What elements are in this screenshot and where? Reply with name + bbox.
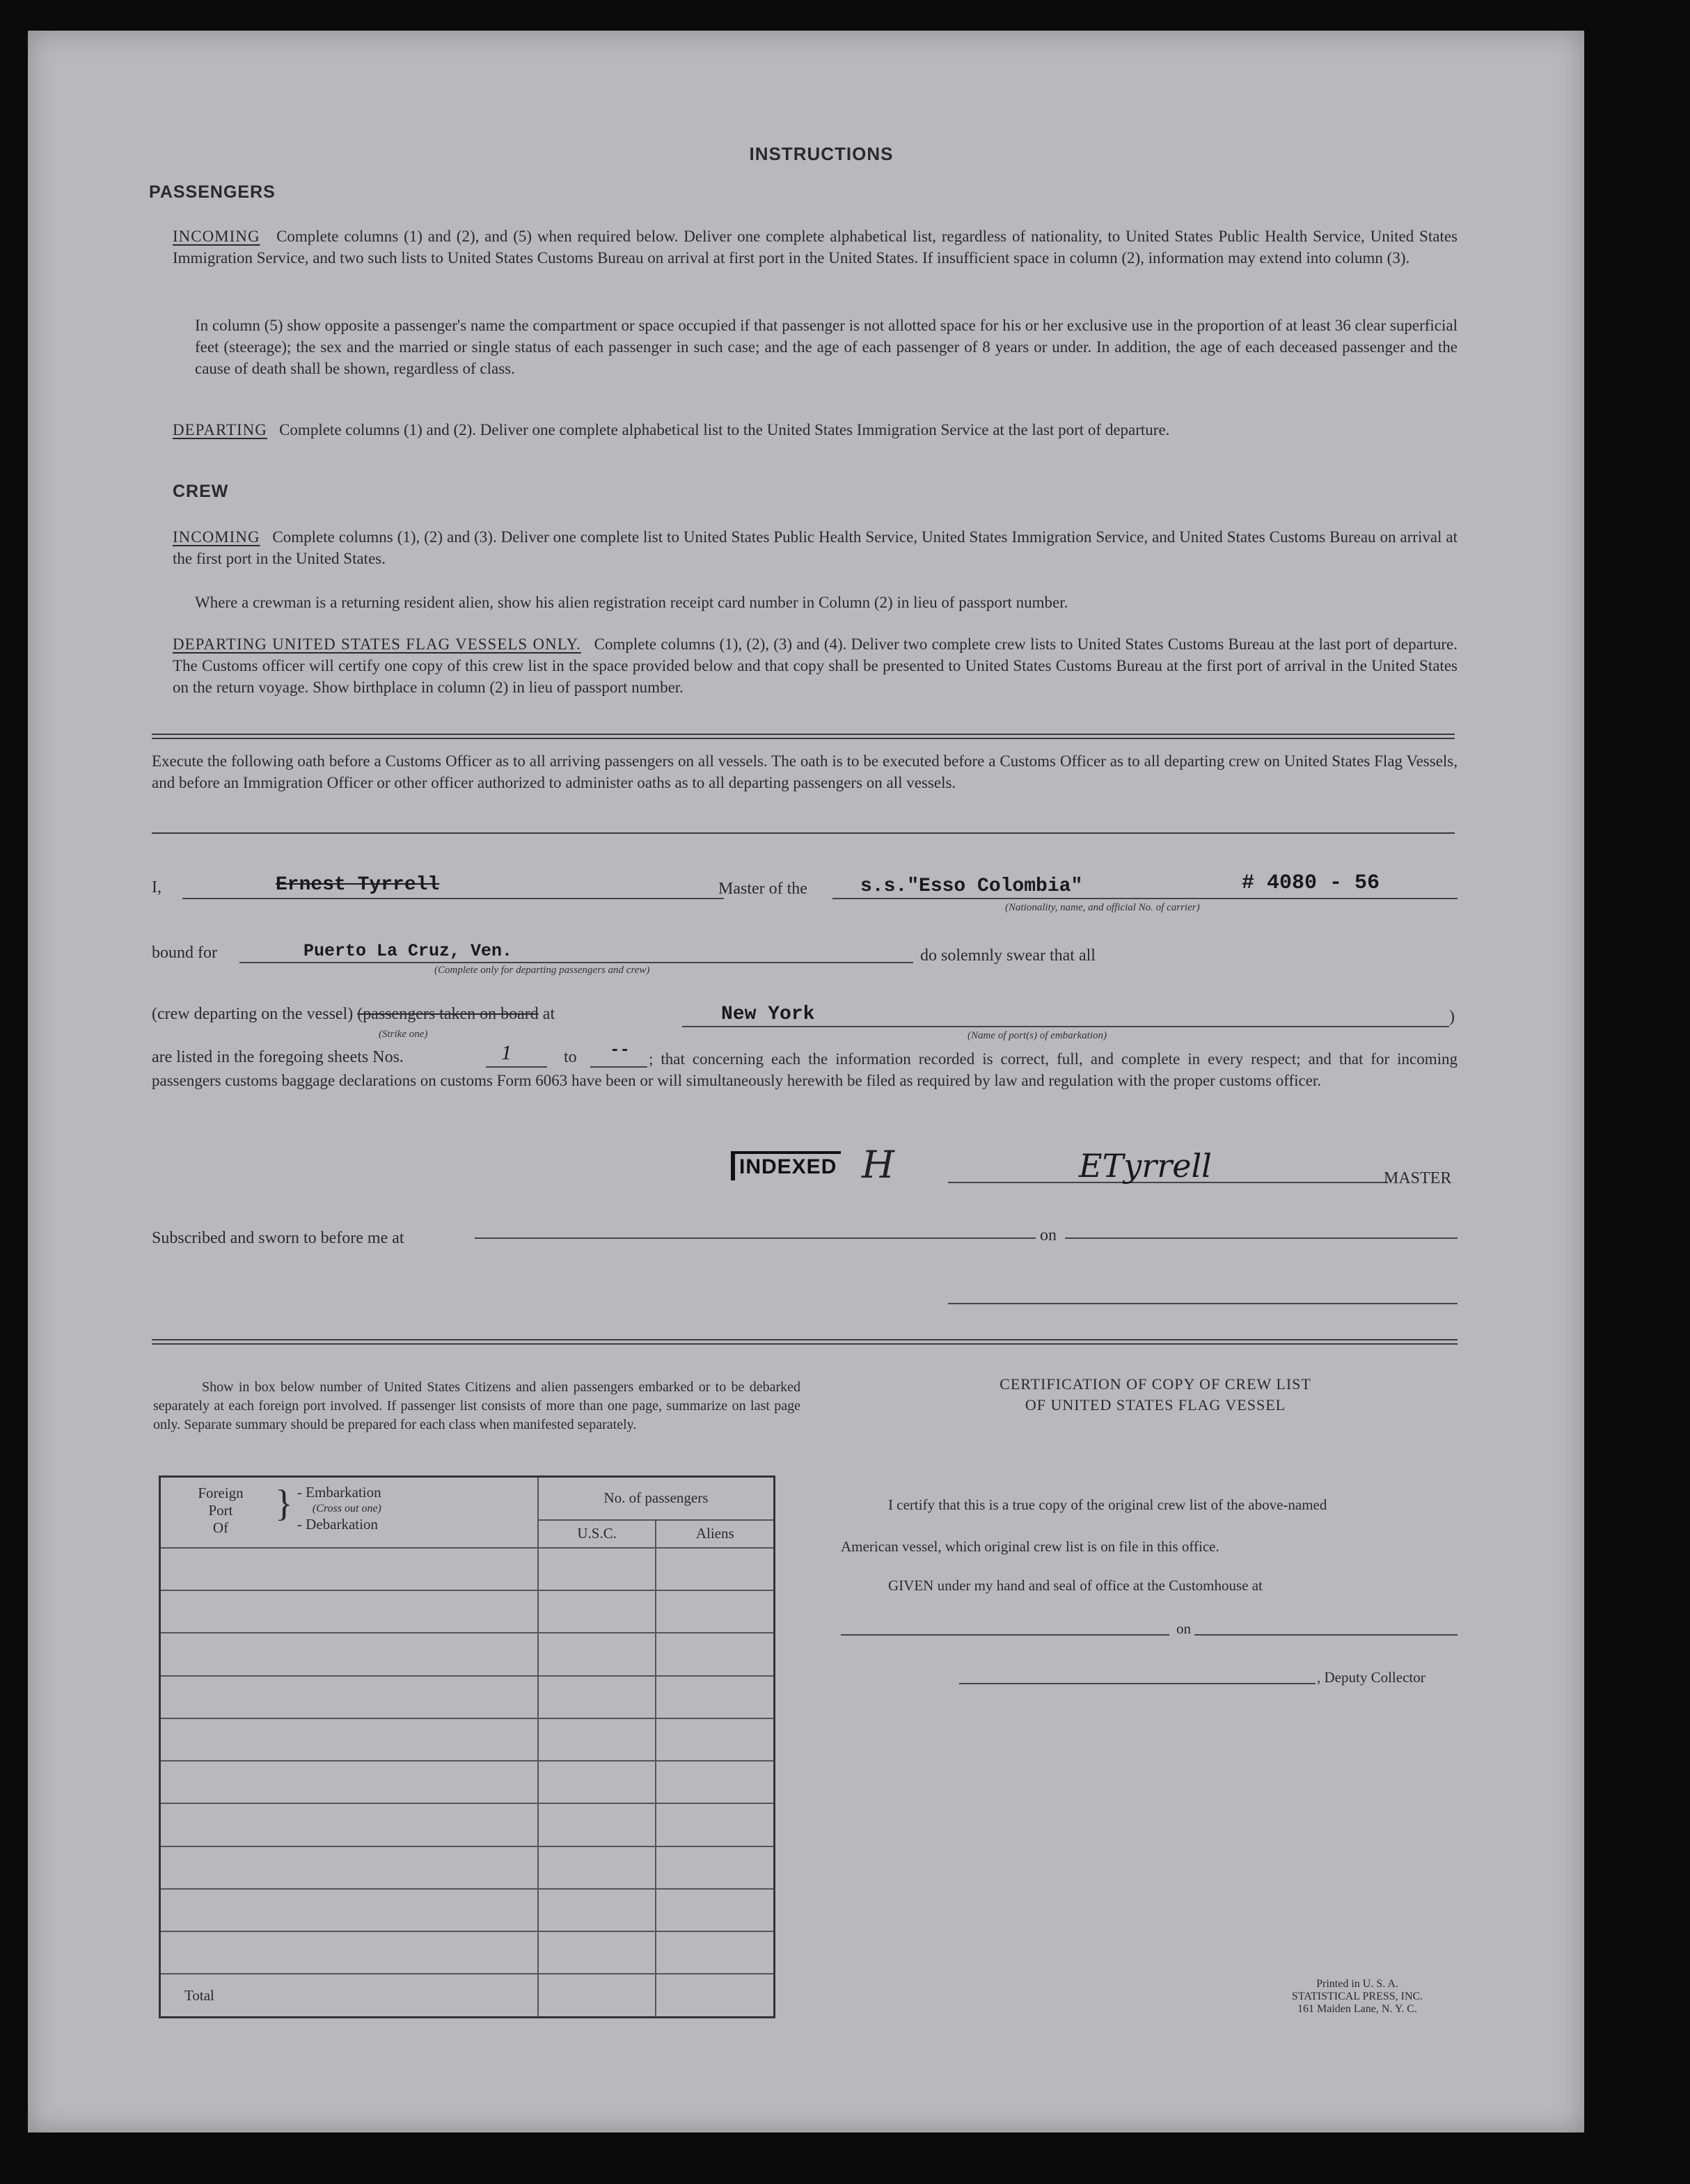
- bound-for-value: Puerto La Cruz, Ven.: [303, 941, 513, 961]
- certification-title-line2: OF UNITED STATES FLAG VESSEL: [1025, 1396, 1286, 1414]
- printer-line1: Printed in U. S. A.: [1316, 1978, 1398, 1990]
- crew-resident-paragraph: Where a crewman is a returning resident alien, show his alien registration receipt card number in Column (2) in lieu of passport number.: [195, 594, 1068, 611]
- usc-cell[interactable]: [538, 1803, 656, 1846]
- certify-line2: American vessel, which original crew list is on file in this office.: [841, 1538, 1219, 1555]
- port-value: New York: [721, 1004, 815, 1025]
- subscribed-place-line: [475, 1237, 1036, 1239]
- foreign-port-header: Foreign Port Of } - Embarkation (Cross out one) - Debarkation: [160, 1477, 538, 1548]
- listed-rest-paragraph: ; that concerning each the information recorded is correct, full, and complete in every respect; and that for incoming passengers customs baggage declarations on customs Form 6063 have been or will simultaneously herewith be filed as required by law and regulation with the proper customs officer.: [152, 1050, 1458, 1089]
- total-label: Total: [160, 1974, 538, 2017]
- port-cell[interactable]: [160, 1590, 538, 1633]
- port-cell[interactable]: [160, 1718, 538, 1761]
- bound-for-caption: (Complete only for departing passengers and crew): [434, 965, 650, 976]
- usc-header: U.S.C.: [538, 1520, 656, 1548]
- document-page: [28, 31, 1584, 2132]
- crew-departing-text: (crew departing on the vessel): [152, 1005, 354, 1023]
- crew-heading: CREW: [173, 482, 229, 501]
- usc-cell[interactable]: [538, 1548, 656, 1590]
- sheet-to-value: --: [610, 1041, 630, 1060]
- vessel-name-value: s.s."Esso Colombia": [860, 876, 1083, 897]
- aliens-header: Aliens: [656, 1520, 774, 1548]
- passengers-incoming-text: Complete columns (1) and (2), and (5) when required below. Deliver one complete alphabetical list, regardless of nationality, to United States Public Health Service, United States Immigration Service, and two such lists to United States Customs Bureau on arrival at first port in the United States. If insufficient space in column (2), information may extend into column (3).: [173, 228, 1458, 267]
- usc-cell[interactable]: [538, 1718, 656, 1761]
- crew-incoming-text: Complete columns (1), (2) and (3). Deliver one complete list to United States Public Health Service, United States Immigration Service, and United States Customs Bureau on arrival at the first port in the United States.: [173, 528, 1458, 567]
- certification-on-label: on: [1176, 1620, 1191, 1637]
- crew-departing-option: [152, 1005, 555, 1024]
- crew-incoming-paragraph: [173, 526, 1458, 569]
- passengers-departing-label: DEPARTING: [173, 421, 267, 438]
- deputy-collector-label: , Deputy Collector: [1317, 1669, 1426, 1686]
- listed-label: are listed in the foregoing sheets Nos.: [152, 1048, 404, 1066]
- master-signature: ETyrrell: [1079, 1147, 1212, 1185]
- stamp-initials: H: [862, 1143, 895, 1187]
- to-label: to: [564, 1048, 577, 1066]
- crew-departing-paragraph: [173, 633, 1458, 698]
- lower-divider: [152, 1339, 1458, 1345]
- debarkation-label: - Debarkation: [297, 1516, 378, 1533]
- usc-total-cell[interactable]: [538, 1974, 656, 2017]
- port-cell[interactable]: [160, 1846, 538, 1889]
- official-number-value: # 4080 - 56: [1242, 871, 1380, 895]
- aliens-cell[interactable]: [656, 1889, 774, 1931]
- usc-cell[interactable]: [538, 1931, 656, 1974]
- crew-departing-label: DEPARTING UNITED STATES FLAG VESSELS ONLY.: [173, 635, 581, 653]
- no-of-passengers-header: No. of passengers: [538, 1477, 775, 1520]
- customhouse-line: [841, 1634, 1169, 1636]
- port-line: [682, 1026, 1449, 1027]
- oath-i-label: I,: [152, 878, 161, 896]
- indexed-stamp: [731, 1151, 841, 1180]
- foreign-label: Foreign: [198, 1485, 244, 1501]
- cross-out-label: (Cross out one): [312, 1503, 381, 1514]
- bound-for-label: bound for: [152, 944, 217, 962]
- passengers-heading: PASSENGERS: [149, 182, 276, 202]
- summary-instructions: Show in box below number of United States Citizens and alien passengers embarked or to be debarked separately at each foreign port involved. If passenger list consists of more than one page, summarize on last page only. Separate summary should be prepared for each class when manifested separately.: [153, 1379, 800, 1432]
- aliens-cell[interactable]: [656, 1590, 774, 1633]
- port-cell[interactable]: [160, 1889, 538, 1931]
- passengers-incoming-label: INCOMING: [173, 228, 260, 245]
- port-cell[interactable]: [160, 1676, 538, 1718]
- printer-line3: 161 Maiden Lane, N. Y. C.: [1297, 2003, 1417, 2015]
- passengers-incoming-paragraph: [173, 225, 1458, 269]
- usc-cell[interactable]: [538, 1590, 656, 1633]
- crew-departing-text: Complete columns (1), (2), (3) and (4). Deliver two complete crew lists to United States Customs Bureau at the last port of departure. The Customs officer will certify one copy of this crew list in the space provided below and that copy shall be presented to United States Customs Bureau at the first port of arrival in the United States on the return voyage. Show birthplace in column (2) in lieu of passport number.: [173, 635, 1458, 696]
- vessel-caption: (Nationality, name, and official No. of carrier): [1005, 902, 1200, 913]
- at-label: at: [542, 1005, 555, 1023]
- aliens-cell[interactable]: [656, 1846, 774, 1889]
- oath-divider: [152, 832, 1455, 834]
- passengers-column5-paragraph: In column (5) show opposite a passenger's name the compartment or space occupied if that passenger is not allotted space for his or her exclusive use in the proportion of at least 36 clear superficial feet (steerage); the sex and the married or single status of each passenger in such case; and the age of each passenger of 8 years or under. In addition, the age of each deceased passenger and the cause of death shall be shown, regardless of class.: [195, 317, 1458, 377]
- port-cell[interactable]: [160, 1803, 538, 1846]
- port-label: Port: [208, 1502, 233, 1519]
- instructions-title: INSTRUCTIONS: [749, 143, 894, 164]
- section-divider: [152, 734, 1455, 739]
- subscribed-on-label: on: [1040, 1226, 1057, 1244]
- port-cell[interactable]: [160, 1548, 538, 1590]
- aliens-cell[interactable]: [656, 1761, 774, 1803]
- vessel-line: [832, 898, 1458, 899]
- sheet-from-value: 1: [501, 1041, 512, 1064]
- swear-label: do solemnly swear that all: [920, 947, 1096, 965]
- aliens-total-cell[interactable]: [656, 1974, 774, 2017]
- master-label: MASTER: [1384, 1169, 1452, 1187]
- aliens-cell[interactable]: [656, 1676, 774, 1718]
- printer-mark: [1253, 1978, 1462, 2016]
- printer-line2: STATISTICAL PRESS, INC.: [1291, 1991, 1423, 2002]
- master-name-value: Ernest Tyrrell: [276, 874, 440, 896]
- certification-title-line1: CERTIFICATION OF COPY OF CREW LIST: [1000, 1375, 1311, 1393]
- usc-cell[interactable]: [538, 1761, 656, 1803]
- usc-cell[interactable]: [538, 1889, 656, 1931]
- passengers-struck-text: (passengers taken on board: [357, 1005, 539, 1023]
- certification-date-line: [1194, 1634, 1458, 1636]
- of-label: Of: [212, 1519, 229, 1536]
- usc-cell[interactable]: [538, 1676, 656, 1718]
- usc-cell[interactable]: [538, 1846, 656, 1889]
- passenger-summary-table: [159, 1475, 775, 2018]
- aliens-cell[interactable]: [656, 1548, 774, 1590]
- crew-incoming-label: INCOMING: [173, 528, 260, 546]
- master-name-line: [182, 898, 724, 899]
- bound-for-line: [239, 962, 913, 963]
- passengers-departing-text: Complete columns (1) and (2). Deliver one complete alphabetical list to the United States Immigration Service at the last port of departure.: [279, 421, 1170, 438]
- aliens-cell[interactable]: [656, 1633, 774, 1675]
- subscribed-date-line: [1065, 1237, 1458, 1239]
- master-of-label: Master of the: [718, 880, 807, 898]
- subscribed-label: Subscribed and sworn to before me at: [152, 1229, 404, 1247]
- officer-signature-line: [948, 1303, 1458, 1304]
- passengers-departing-paragraph: [173, 419, 1458, 441]
- strike-one-caption: (Strike one): [379, 1029, 428, 1040]
- certify-line1: I certify that this is a true copy of the original crew list of the above-named: [888, 1496, 1327, 1513]
- certification-title: [849, 1374, 1462, 1416]
- indexed-stamp-text: INDEXED: [731, 1151, 841, 1180]
- usc-cell[interactable]: [538, 1633, 656, 1675]
- given-line: GIVEN under my hand and seal of office at the Customhouse at: [888, 1577, 1263, 1594]
- port-cell[interactable]: [160, 1633, 538, 1675]
- close-paren: ): [1449, 1008, 1455, 1026]
- aliens-cell[interactable]: [656, 1931, 774, 1974]
- aliens-cell[interactable]: [656, 1803, 774, 1846]
- port-caption: (Name of port(s) of embarkation): [968, 1030, 1107, 1041]
- oath-intro-paragraph: Execute the following oath before a Customs Officer as to all arriving passengers on all vessels. The oath is to be executed before a Customs Officer as to all departing crew on United States Flag Vessels, and before an Immigration Officer or other officer authorized to administer oaths as to all departing passengers on all vessels.: [152, 752, 1458, 791]
- embarkation-label: - Embarkation: [297, 1484, 381, 1501]
- deputy-signature-line: [959, 1683, 1316, 1684]
- aliens-cell[interactable]: [656, 1718, 774, 1761]
- port-cell[interactable]: [160, 1761, 538, 1803]
- port-cell[interactable]: [160, 1931, 538, 1974]
